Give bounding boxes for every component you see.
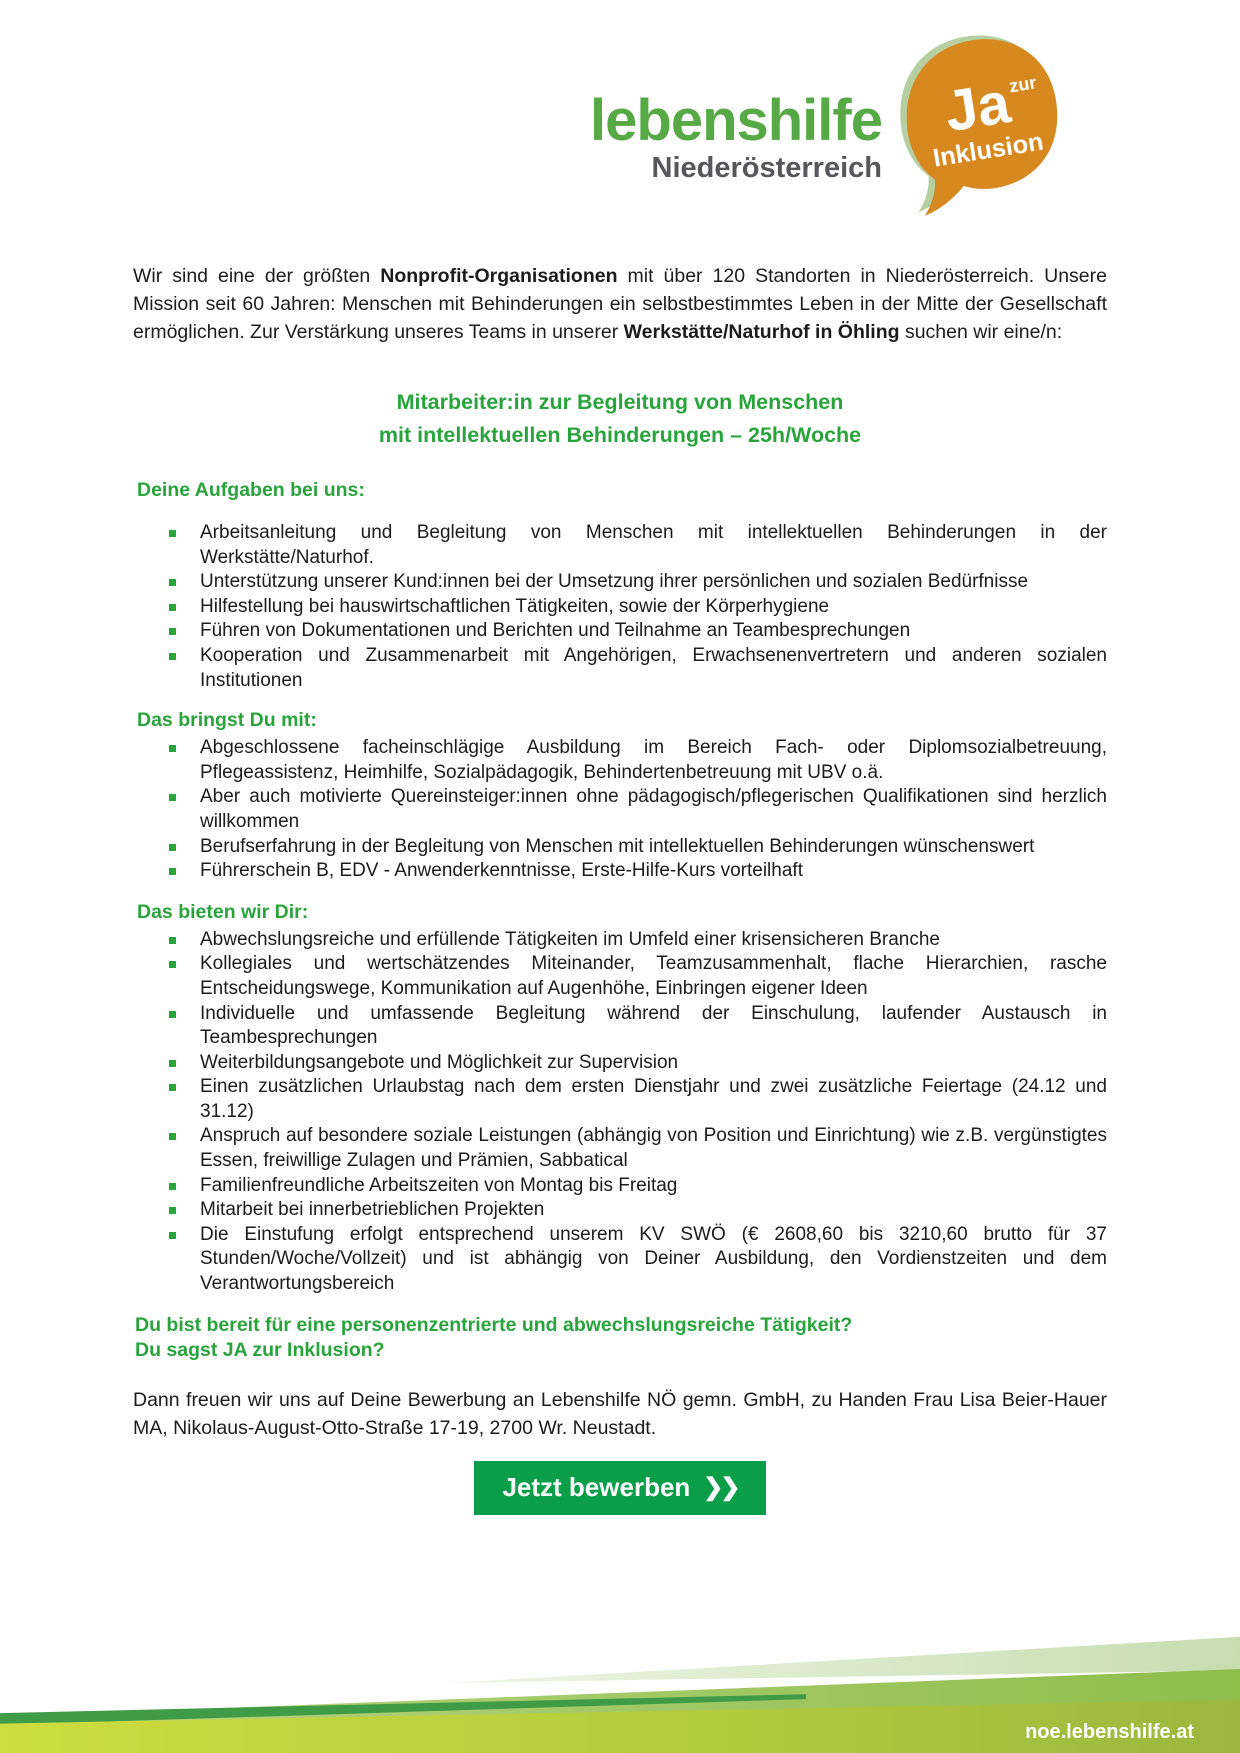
bullet-square-icon <box>169 1207 176 1214</box>
list-item <box>133 859 1107 884</box>
bullet-square-icon <box>169 604 176 611</box>
bullet-square-icon <box>169 653 176 660</box>
list-item-text: Aber auch motivierte Quereinsteiger:innen ohne pädagogisch/pflegerischen Qualifikationen sind herzlich willkommen <box>200 786 1107 832</box>
section-heading-bringst: Das bringst Du mit: <box>137 709 317 732</box>
badge-word-small: zur <box>1007 72 1038 97</box>
list-item <box>133 785 1107 834</box>
bringst-list <box>133 736 1107 884</box>
closing-paragraph: Dann freuen wir uns auf Deine Bewerbung an Lebenshilfe NÖ gemn. GmbH, zu Handen Frau Lisa Beier-Hauer MA, Nikolaus-August-Otto-Straße 17-19, 2700 Wr. Neustadt. <box>133 1388 1107 1439</box>
job-title-line1: Mitarbeiter:in zur Begleitung von Menschen <box>396 390 844 414</box>
logo-region-text: Niederösterreich <box>651 152 882 184</box>
list-item <box>133 1124 1107 1173</box>
bullet-square-icon <box>169 1011 176 1018</box>
intro-paragraph <box>133 262 1107 346</box>
logo-brand-text: lebenshilfe <box>590 88 882 153</box>
closing-question-2: Du sagst JA zur Inklusion? <box>135 1339 385 1362</box>
list-item <box>133 952 1107 1001</box>
bullet-square-icon <box>169 579 176 586</box>
bullet-square-icon <box>169 961 176 968</box>
list-item-text: Hilfestellung bei hauswirtschaftlichen Tätigkeiten, sowie der Körperhygiene <box>200 595 830 617</box>
lebenshilfe-logo <box>590 30 882 183</box>
intro-seg1: Wir sind eine der größten <box>133 265 381 287</box>
section-heading-bieten: Das bieten wir Dir: <box>137 900 309 923</box>
footer <box>0 1613 1240 1753</box>
apply-button-label: Jetzt bewerben <box>502 1472 691 1503</box>
list-item-text: Die Einstufung erfolgt entsprechend unserem KV SWÖ (€ 2608,60 bis 3210,60 brutto für 37 Stunden/Woche/Vollzeit) und ist abhängig von Deiner Ausbildung, den Vordienstzeiten und dem Verantwortungsbereich <box>200 1223 1107 1295</box>
list-item <box>133 835 1107 860</box>
bullet-square-icon <box>169 1133 176 1140</box>
list-item-text: Arbeitsanleitung und Begleitung von Menschen mit intellektuellen Behinderungen in der Werkstätte/Naturhof. <box>200 522 1107 568</box>
list-item-text: Anspruch auf besondere soziale Leistungen (abhängig von Position und Einrichtung) wie z.B. vergünstigtes Essen, freiwillige Zulagen und Prämien, Sabbatical <box>200 1125 1107 1172</box>
list-item-text: Weiterbildungsangebote und Möglichkeit zur Supervision <box>200 1051 679 1073</box>
bullet-square-icon <box>169 1060 176 1067</box>
bullet-square-icon <box>169 530 176 537</box>
footer-url[interactable]: noe.lebenshilfe.at <box>1025 1721 1194 1743</box>
bullet-square-icon <box>169 844 176 851</box>
list-item <box>133 644 1107 693</box>
bullet-square-icon <box>169 628 176 635</box>
job-title <box>133 386 1107 452</box>
list-item <box>133 1174 1107 1199</box>
list-item <box>133 595 1107 620</box>
list-item-text: Kooperation und Zusammenarbeit mit Angehörigen, Erwachsenenvertretern und anderen sozialen Institutionen <box>200 644 1107 691</box>
bullet-square-icon <box>169 1084 176 1091</box>
list-item <box>133 619 1107 644</box>
list-item <box>133 1002 1107 1051</box>
intro-seg3: mit über 120 Standorten in Niederösterreich. Unsere Mission seit 60 Jahren: Menschen mit Behinderungen ein selbstbestimmtes Leben in der Mitte der Gesellschaft ermöglichen. Zur Verstärkung unseres Teams in unserer <box>133 265 1107 343</box>
content <box>0 262 1240 1515</box>
list-item-text: Abgeschlossene facheinschlägige Ausbildung im Bereich Fach- oder Diplomsozialbetreuung, Pflegeassistenz, Heimhilfe, Sozialpädagogik, Behindertenbetreuung mit UBV o.ä. <box>200 737 1107 783</box>
bullet-square-icon <box>169 1183 176 1190</box>
intro-seg5: suchen wir eine/n: <box>899 321 1063 343</box>
closing-questions <box>133 1313 1107 1364</box>
closing-question-1: Du bist bereit für eine personenzentrierte und abwechslungsreiche Tätigkeit? <box>135 1313 853 1336</box>
bieten-list <box>133 928 1107 1297</box>
list-item <box>133 928 1107 953</box>
badge-word-bottom: Inklusion <box>931 127 1046 173</box>
list-item-text: Führerschein B, EDV - Anwenderkenntnisse, Erste-Hilfe-Kurs vorteilhaft <box>200 860 803 882</box>
badge-word-big: Ja <box>940 71 1015 145</box>
list-item-text: Familienfreundliche Arbeitszeiten von Montag bis Freitag <box>200 1174 678 1196</box>
list-item-text: Berufserfahrung in der Begleitung von Menschen mit intellektuellen Behinderungen wünschenswert <box>200 835 1035 857</box>
intro-seg2-bold: Nonprofit-Organisationen <box>380 265 618 287</box>
list-item-text: Kollegiales und wertschätzendes Miteinander, Teamzusammenhalt, flache Hierarchien, rasche Entscheidungswege, Kommunikation auf Augenhöhe, Einbringen eigener Ideen <box>200 953 1107 999</box>
list-item <box>133 521 1107 570</box>
list-item <box>133 736 1107 785</box>
bullet-square-icon <box>169 794 176 801</box>
list-item-text: Führen von Dokumentationen und Berichten und Teilnahme an Teambesprechungen <box>200 620 911 642</box>
section-heading-aufgaben: Deine Aufgaben bei uns: <box>137 479 365 501</box>
aufgaben-list <box>133 521 1107 693</box>
bullet-square-icon <box>169 937 176 944</box>
intro-seg4-bold: Werkstätte/Naturhof in Öhling <box>623 321 900 343</box>
job-title-line2: mit intellektuellen Behinderungen – 25h/Woche <box>378 423 862 447</box>
list-item-text: Mitarbeit bei innerbetrieblichen Projekten <box>200 1199 545 1221</box>
apply-now-button[interactable] <box>474 1461 766 1515</box>
list-item <box>133 1051 1107 1076</box>
list-item-text: Einen zusätzlichen Urlaubstag nach dem ersten Dienstjahr und zwei zusätzliche Feiertage (24.12 und 31.12) <box>200 1076 1107 1122</box>
list-item-text: Abwechslungsreiche und erfüllende Tätigkeiten im Umfeld einer krisensicheren Branche <box>200 928 940 950</box>
list-item <box>133 1075 1107 1124</box>
double-chevron-right-icon: ❯❯ <box>703 1474 738 1502</box>
list-item <box>133 1198 1107 1223</box>
bullet-square-icon <box>169 868 176 875</box>
ja-zur-inklusion-badge-icon <box>896 30 1068 225</box>
list-item-text: Unterstützung unserer Kund:innen bei der Umsetzung ihrer persönlichen und sozialen Bedürfnisse <box>200 571 1029 593</box>
list-item-text: Individuelle und umfassende Begleitung während der Einschulung, laufender Austausch in Teambesprechungen <box>200 1002 1107 1049</box>
header <box>0 0 1240 218</box>
list-item <box>133 1223 1107 1297</box>
bullet-square-icon <box>169 1232 176 1239</box>
bullet-square-icon <box>169 745 176 752</box>
list-item <box>133 570 1107 595</box>
